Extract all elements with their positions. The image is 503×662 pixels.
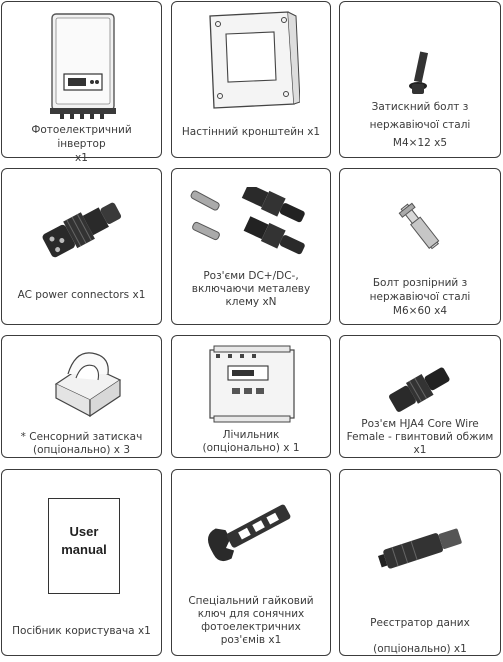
caption-sensor-clamp: * Сенсорний затискач (опціонально) x 3: [20, 431, 143, 456]
data-logger-illustration: [376, 524, 468, 574]
card-clamp-bolt: [339, 1, 501, 158]
sensor-clamp-illustration: [46, 344, 132, 418]
hja4-connector-illustration: [386, 358, 456, 416]
card-user-manual: [1, 469, 162, 656]
caption-expansion-bolt: Болт розпірний з нержавіючої сталі M6×60 x4: [369, 277, 471, 317]
caption-clamp-bolt: Затискний болт з нержавіючої сталі M4×12 x5: [369, 101, 471, 149]
user-manual-illustration: [48, 498, 120, 594]
caption-hja4-connector: Роз'єм HJA4 Core Wire Female - гвинтовий обжим x1: [346, 418, 494, 456]
caption-user-manual: Посібник користувача x1: [12, 625, 151, 637]
card-ac-connector: [1, 168, 162, 325]
card-meter: [171, 335, 331, 458]
card-data-logger: [339, 469, 501, 656]
caption-inverter: Фотоелектричний інвертор x1: [31, 124, 132, 164]
caption-dc-connectors: Роз'єми DC+/DC-, включаючи металеву клему xN: [191, 270, 311, 308]
card-wall-bracket: [171, 1, 331, 158]
dc-connectors-illustration: [186, 187, 318, 257]
meter-illustration: [208, 344, 296, 424]
ac-connector-illustration: [38, 191, 128, 263]
card-wrench: [171, 469, 331, 656]
inverter-illustration: [46, 10, 120, 120]
wrench-illustration: [200, 488, 304, 578]
clamp-bolt-illustration: [406, 50, 436, 98]
caption-meter: Лічильник (опціонально) x 1: [202, 429, 300, 454]
wall-bracket-illustration: [204, 10, 300, 110]
card-sensor-clamp: [1, 335, 162, 458]
card-inverter: [1, 1, 162, 164]
caption-data-logger: Реєстратор даних (опціонально) x1: [370, 617, 470, 655]
card-expansion-bolt: [339, 168, 501, 325]
manual-cover-title: User manual: [61, 524, 107, 557]
card-dc-connectors: [171, 168, 331, 325]
caption-ac-connector: AC power connectors x1: [17, 289, 146, 301]
caption-wall-bracket: Настінний кронштейн x1: [181, 126, 321, 138]
caption-wrench: Спеціальний гайковий ключ для сонячних фотоелектричних роз'ємів x1: [188, 595, 314, 646]
expansion-bolt-illustration: [396, 199, 446, 257]
card-hja4-connector: [339, 335, 501, 458]
